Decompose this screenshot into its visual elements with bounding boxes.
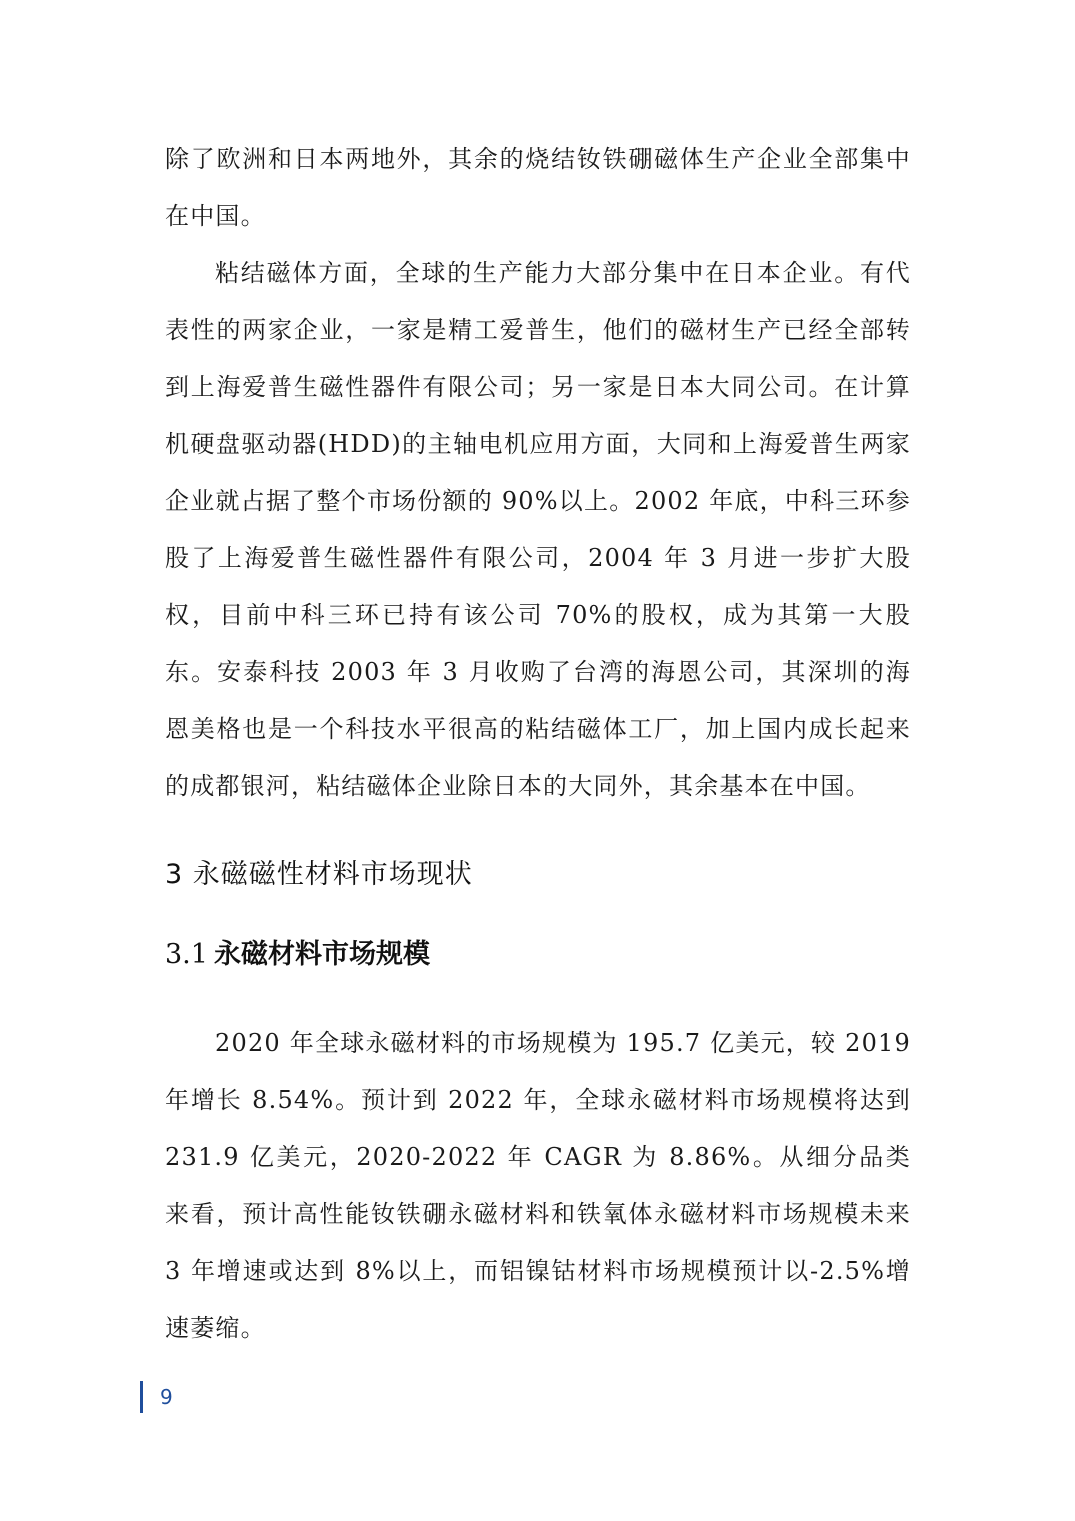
spacer: [165, 975, 911, 1015]
page-footer: [140, 1381, 173, 1413]
footer-accent-bar: [140, 1381, 143, 1413]
body-paragraph: 粘结磁体方面，全球的生产能力大部分集中在日本企业。有代表性的两家企业，一家是精工爱普生，他们的磁材生产已经全部转到上海爱普生磁性器件有限公司；另一家是日本大同公司。在计算机硬盘驱动器(HDD)的主轴电机应用方面，大同和上海爱普生两家企业就占据了整个市场份额的 90%以上。2002 年底，中科三环参股了上海爱普生磁性器件有限公司，2004 年 3 月进一步扩大股权，目前中科三环已持有该公司 70%的股权，成为其第一大股东。安泰科技 2003 年 3 月收购了台湾的海恩公司，其深圳的海恩美格也是一个科技水平很高的粘结磁体工厂，加上国内成长起来的成都银河，粘结磁体企业除日本的大同外，其余基本在中国。: [165, 259, 911, 800]
subsection-title: 永磁材料市场规模: [213, 939, 430, 970]
page-number: 9: [160, 1385, 173, 1409]
subsection-number: 3.1: [165, 939, 208, 970]
section-heading: 3 永磁磁性材料市场现状: [165, 859, 473, 890]
body-paragraph: 除了欧洲和日本两地外，其余的烧结钕铁硼磁体生产企业全部集中在中国。: [165, 145, 911, 230]
page-content: [165, 131, 911, 1357]
subsection-heading: [165, 935, 911, 975]
body-paragraph: 2020 年全球永磁材料的市场规模为 195.7 亿美元，较 2019 年增长 8.54%。预计到 2022 年，全球永磁材料市场规模将达到 231.9 亿美元，2020-2022 年 CAGR 为 8.86%。从细分品类来看，预计高性能钕铁硼永磁材料和铁氧体永磁材料市场规模未来 3 年增速或达到 8%以上，而铝镍钴材料市场规模预计以-2.5%增速萎缩。: [165, 1029, 911, 1342]
